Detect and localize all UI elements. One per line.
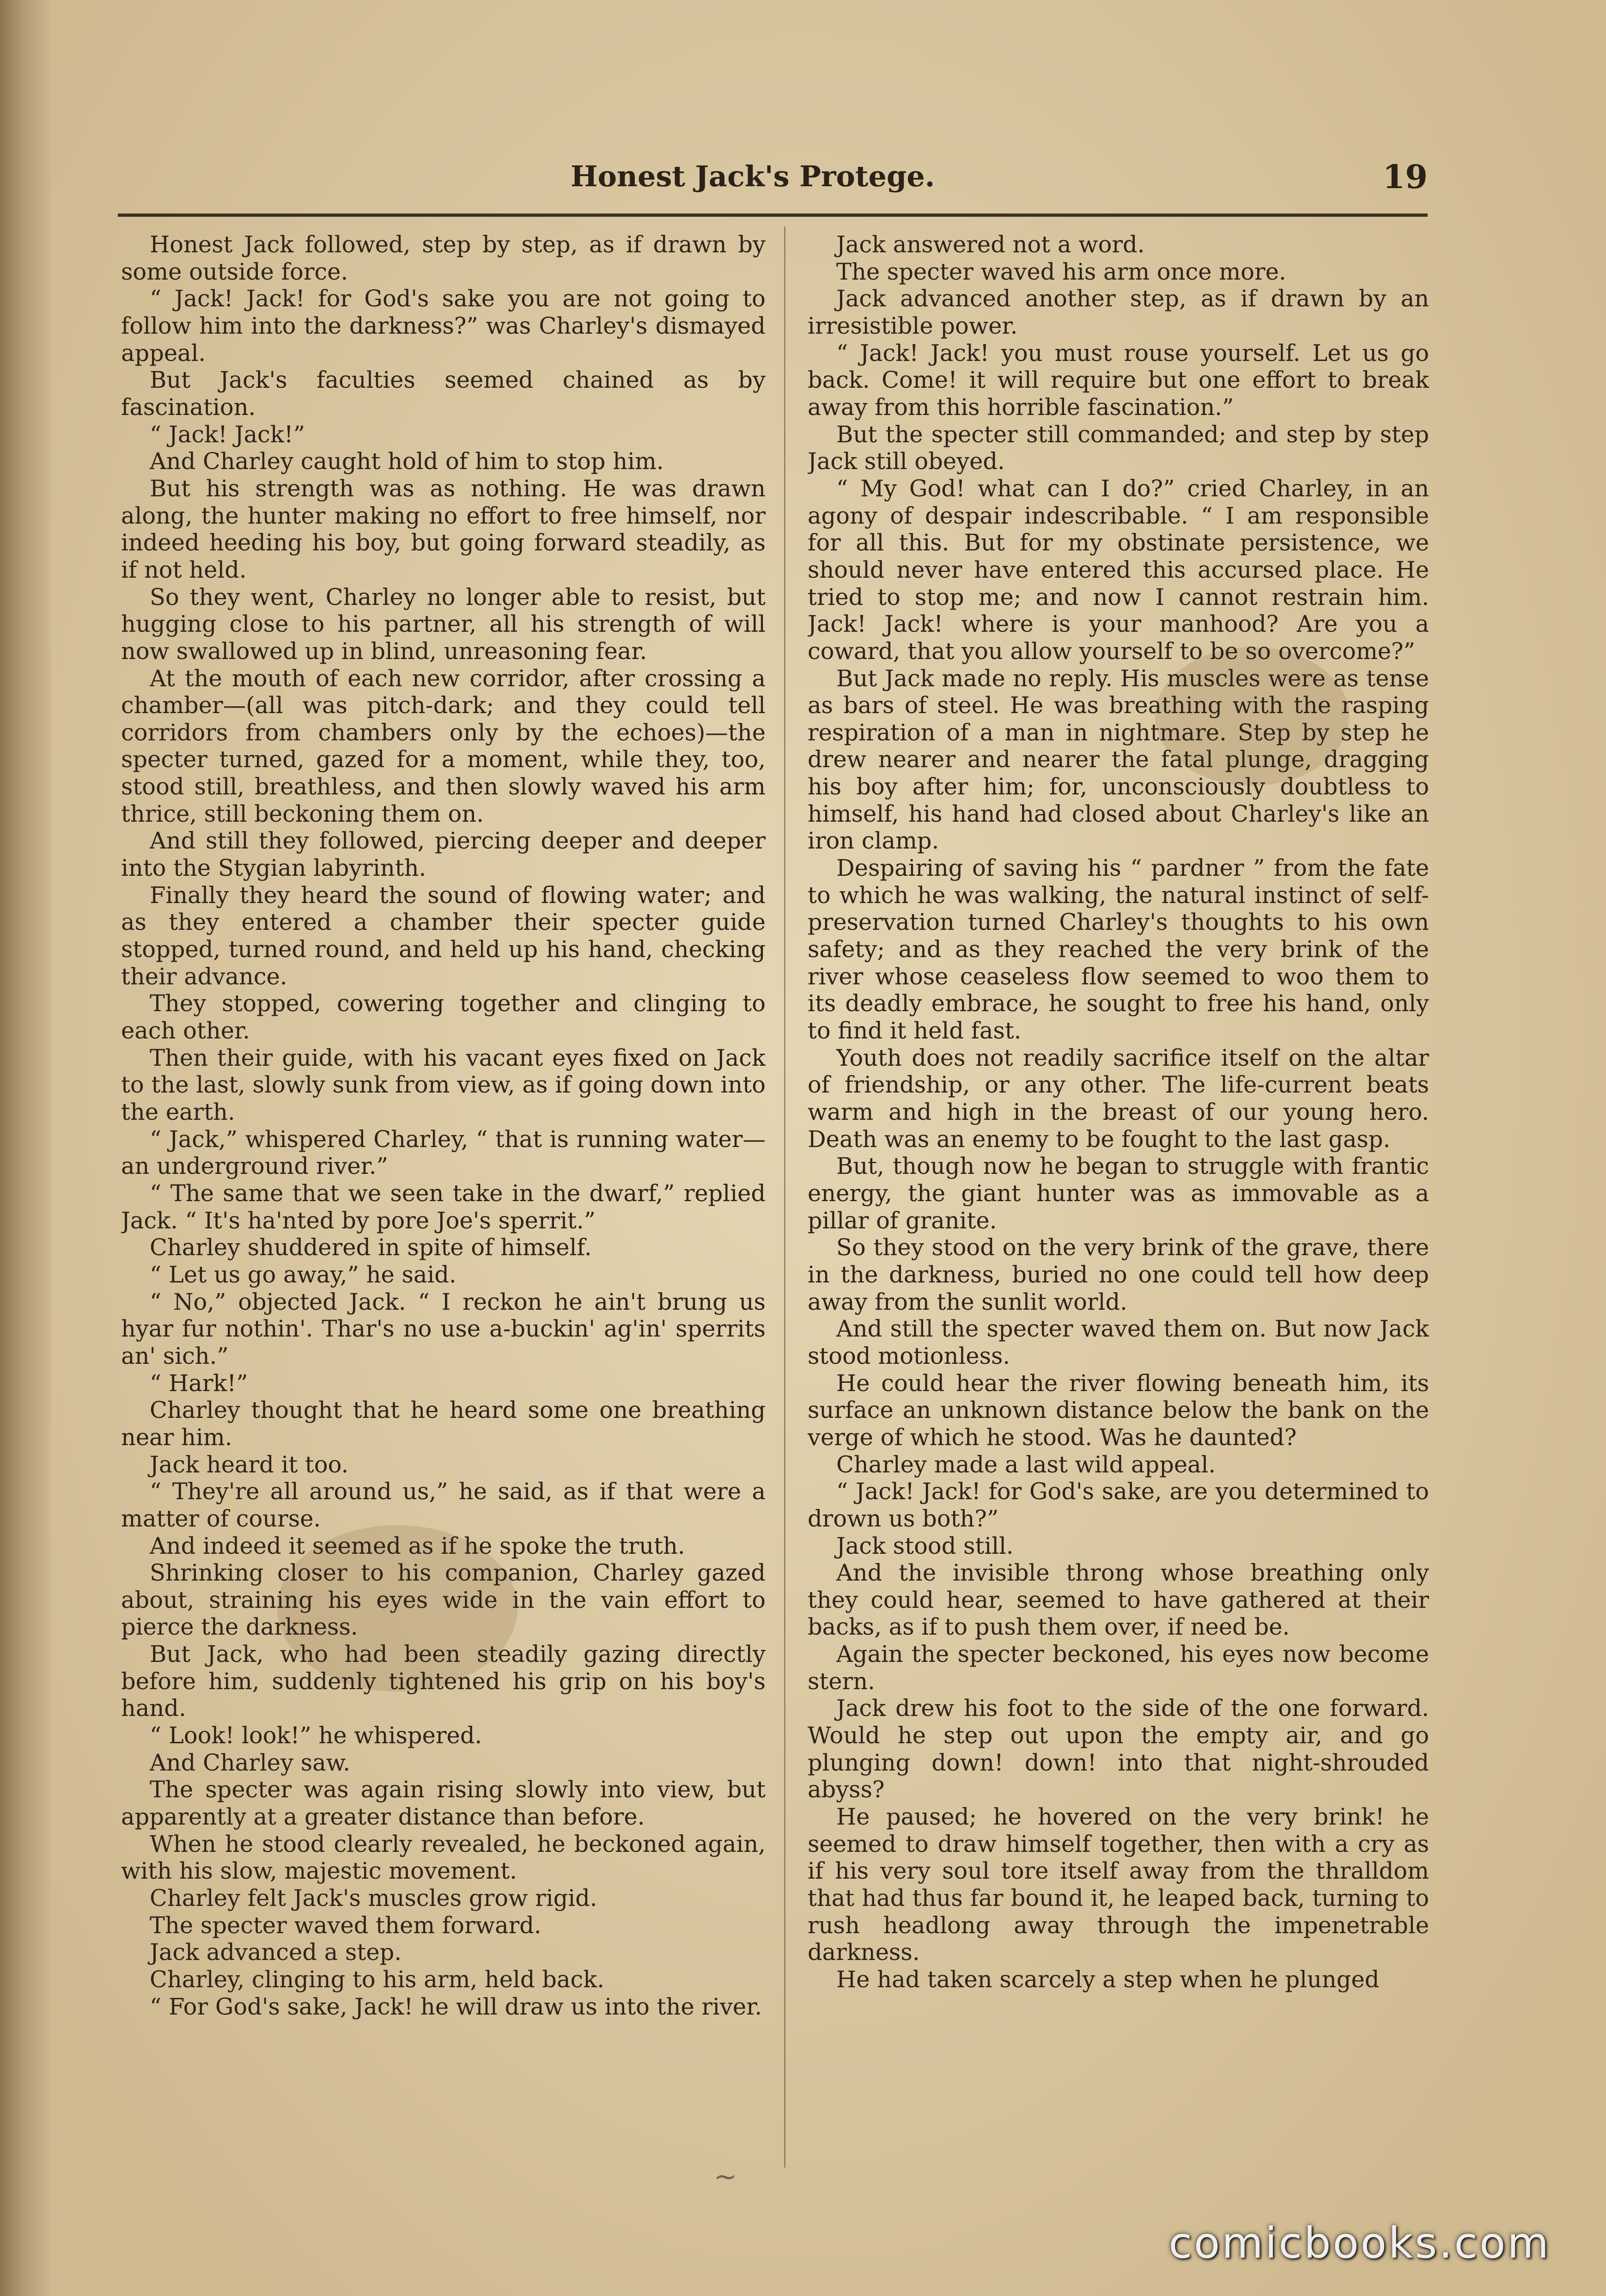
paragraph: “ Look! look!” he whispered. (150, 1722, 482, 1749)
paragraph: He could hear the river flowing beneath him, its surface an unknown distance below the bank on the verge of which he stood. Was he daunted? (808, 1369, 1429, 1451)
paragraph: And Charley saw. (150, 1749, 350, 1776)
paragraph: But Jack's faculties seemed chained as by fascination. (121, 366, 766, 421)
paragraph: Charley shuddered in spite of himself. (150, 1234, 592, 1261)
paragraph: And still they followed, piercing deeper and deeper into the Stygian labyrinth. (121, 827, 766, 882)
paragraph: Youth does not readily sacrifice itself on the altar of friendship, or any other. The life-current beats warm and high in the breast of our young hero. Death was an enemy to be fought to the last gasp. (808, 1044, 1429, 1153)
paragraph: At the mouth of each new corridor, after crossing a chamber—(all was pitch-dark; and they could tell corridors from chambers only by the echoes)—the specter turned, gazed for a moment, while they, too, stood still, breathless, and then slowly waved his arm thrice, still beckoning them on. (121, 665, 766, 827)
paragraph: But Jack made no reply. His muscles were as tense as bars of steel. He was breathing with the rasping respiration of a man in nightmare. Step by step he drew nearer and nearer the fatal plunge, dragging his boy after him; for, unconsciously doubtless to himself, his hand had closed about Charley's like an iron clamp. (808, 665, 1429, 855)
paragraph: The specter was again rising slowly into view, but apparently at a greater distance than before. (121, 1776, 766, 1831)
paragraph: So they stood on the very brink of the grave, there in the darkness, buried no one could tell how deep away from the sunlit world. (808, 1234, 1429, 1315)
page-number: 19 (1382, 158, 1428, 196)
paragraph: “ Jack! Jack! for God's sake you are not going to follow him into the darkness?” was Charley's dismayed appeal. (121, 285, 766, 366)
watermark: comicbooks.com (1168, 2218, 1551, 2268)
paragraph: “ Jack,” whispered Charley, “ that is running water—an underground river.” (121, 1125, 766, 1180)
running-header (531, 155, 1428, 206)
paragraph: Then their guide, with his vacant eyes fixed on Jack to the last, slowly sunk from view, as if going down into the earth. (121, 1044, 766, 1125)
paragraph: Jack drew his foot to the side of the one forward. Would he step out upon the empty air, and go plunging down! down! into that night-shrouded abyss? (808, 1695, 1429, 1803)
column-divider (784, 226, 785, 2168)
paragraph: When he stood clearly revealed, he beckoned again, with his slow, majestic movement. (121, 1830, 766, 1885)
paragraph: Despairing of saving his “ pardner ” from the fate to which he was walking, the natural instinct of self-preservation turned Charley's thoughts to his own safety; and as they reached the very brink of the river whose ceaseless flow seemed to woo them to its deadly embrace, he sought to free his hand, only to find it held fast. (808, 855, 1429, 1044)
paragraph: And Charley caught hold of him to stop him. (150, 448, 664, 475)
paragraph: “ Jack! Jack!” (150, 421, 305, 448)
paragraph: Charley, clinging to his arm, held back. (150, 1966, 604, 1993)
paragraph: And still the specter waved them on. But now Jack stood motionless. (808, 1315, 1429, 1369)
paragraph: Honest Jack followed, step by step, as if drawn by some outside force. (121, 231, 766, 285)
paragraph: He had taken scarcely a step when he plunged (836, 1966, 1380, 1993)
paragraph: But his strength was as nothing. He was drawn along, the hunter making no effort to free himself, nor indeed heeding his boy, but going forward steadily, as if not held. (121, 475, 766, 583)
paragraph: Charley thought that he heard some one breathing near him. (121, 1397, 766, 1451)
paragraph: So they went, Charley no longer able to resist, but hugging close to his partner, all his strength of will now swallowed up in blind, unreasoning fear. (121, 583, 766, 665)
paragraph: But Jack, who had been steadily gazing directly before him, suddenly tightened his grip on his boy's hand. (121, 1641, 766, 1722)
header-rule (118, 214, 1428, 217)
paragraph: Jack advanced a step. (150, 1939, 402, 1966)
paragraph: Jack heard it too. (150, 1451, 349, 1478)
paragraph: “ My God! what can I do?” cried Charley, in an agony of despair indescribable. “ I am responsible for all this. But for my obstinate persistence, we should never have entered this accursed place. He tried to stop me; and now I cannot restrain him. Jack! Jack! where is your manhood? Are you a coward, that you allow yourself to be so overcome?” (808, 475, 1429, 665)
paragraph: “ Hark!” (150, 1369, 248, 1397)
running-title: Honest Jack's Protege. (571, 159, 935, 193)
paragraph: Charley felt Jack's muscles grow rigid. (150, 1885, 597, 1912)
paragraph: Jack answered not a word. (836, 231, 1145, 258)
paragraph: “ No,” objected Jack. “ I reckon he ain't brung us hyar fur nothin'. Thar's no use a-buckin' ag'in' sperrits an' sich.” (121, 1288, 766, 1369)
paragraph: The specter waved them forward. (150, 1911, 541, 1939)
paragraph: But, though now he began to struggle with frantic energy, the giant hunter was as immovable as a pillar of granite. (808, 1153, 1429, 1234)
paragraph: The specter waved his arm once more. (836, 258, 1286, 285)
paragraph: Charley made a last wild appeal. (836, 1451, 1216, 1478)
paragraph: Shrinking closer to his companion, Charley gazed about, straining his eyes wide in the vain effort to pierce the darkness. (121, 1559, 766, 1641)
page-binding-edge (0, 0, 51, 2296)
printer-ornament: ~ (714, 2161, 737, 2193)
paragraph: He paused; he hovered on the very brink! he seemed to draw himself together, then with a cry as if his very soul tore itself away from the thralldom that had thus far bound it, he leaped back, turning to rush headlong away through the impenetrable darkness. (808, 1803, 1429, 1966)
right-column (808, 231, 1429, 2163)
paragraph: But the specter still commanded; and step by step Jack still obeyed. (808, 421, 1429, 475)
paragraph: “ Jack! Jack! for God's sake, are you determined to drown us both?” (808, 1478, 1429, 1532)
paragraph: “ They're all around us,” he said, as if that were a matter of course. (121, 1478, 766, 1532)
paragraph: Finally they heard the sound of flowing water; and as they entered a chamber their specter guide stopped, turned round, and held up his hand, checking their advance. (121, 881, 766, 990)
paragraph: Jack advanced another step, as if drawn by an irresistible power. (808, 285, 1429, 339)
paragraph: And the invisible throng whose breathing only they could hear, seemed to have gathered at their backs, as if to push them over, if need be. (808, 1559, 1429, 1641)
paragraph: “ Let us go away,” he said. (150, 1261, 456, 1288)
paragraph: And indeed it seemed as if he spoke the truth. (150, 1532, 685, 1559)
paragraph: Jack stood still. (836, 1532, 1014, 1559)
paragraph: “ For God's sake, Jack! he will draw us into the river. (150, 1993, 762, 2020)
paragraph: “ Jack! Jack! you must rouse yourself. Let us go back. Come! it will require but one effort to break away from this horrible fascination.” (808, 339, 1429, 421)
left-column (121, 231, 766, 2163)
paragraph: “ The same that we seen take in the dwarf,” replied Jack. “ It's ha'nted by pore Joe's sperrit.” (121, 1179, 766, 1234)
paragraph: They stopped, cowering together and clinging to each other. (121, 990, 766, 1044)
paragraph: Again the specter beckoned, his eyes now become stern. (808, 1641, 1429, 1695)
